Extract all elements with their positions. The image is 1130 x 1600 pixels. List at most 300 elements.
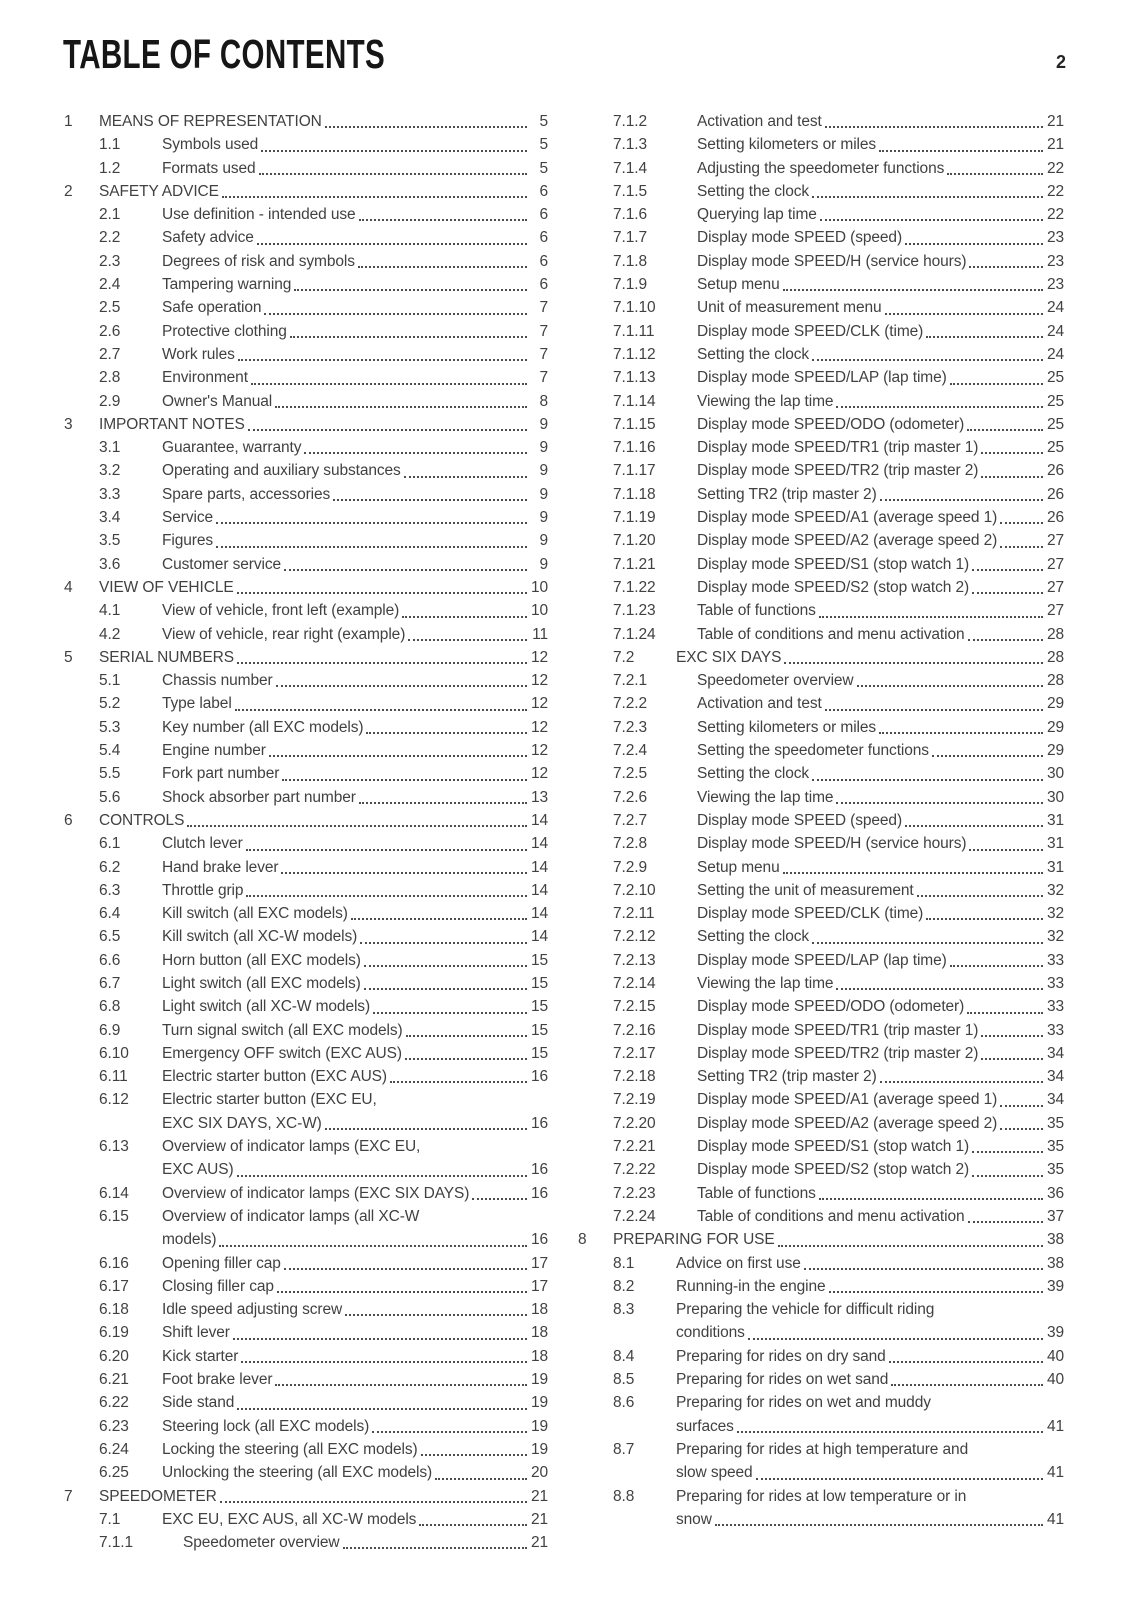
dot-leader [783,872,1043,874]
toc-entry-body [697,413,1064,436]
toc-entry-body [697,599,1064,622]
toc-entry-title: Overview of indicator lamps (EXC EU, [162,1138,421,1156]
toc-entry-title: CONTROLS [99,811,185,829]
dot-leader [246,849,527,851]
toc-entry-body [162,250,548,273]
toc-entry-number: 7.1.17 [613,462,656,480]
toc-entry-title: Setting the unit of measurement [697,881,914,899]
toc-entry-page: 24 [1046,322,1064,340]
toc-entry-number: 6.5 [99,928,121,946]
toc-entry-number: 7.2.1 [613,672,647,690]
toc-entry [64,832,548,855]
toc-entry-body [613,1228,1064,1251]
toc-entry-body [162,856,548,879]
toc-entry-line [162,949,548,972]
toc-entry-body [162,1182,548,1205]
dot-leader [290,336,527,338]
dot-leader [932,755,1043,757]
toc-entry-body [697,1158,1064,1181]
toc-entry-page: 6 [539,206,548,224]
toc-entry-page: 6 [539,276,548,294]
toc-entry-page: 13 [530,788,548,806]
toc-entry-body [99,110,548,133]
dot-leader [264,313,527,315]
toc-entry-page: 7 [539,345,548,363]
toc-entry-page: 33 [1046,974,1064,992]
dot-leader [950,383,1043,385]
toc-entry-title: Setting the clock [697,182,810,200]
toc-entry-number: 5.4 [99,742,121,760]
toc-entry-line [162,250,548,273]
toc-entry-body [697,809,1064,832]
toc-entry [64,320,548,343]
toc-entry [64,1065,548,1088]
toc-entry-line [99,413,548,436]
toc-entry [64,762,548,785]
dot-leader [784,662,1043,664]
dot-leader [360,942,527,944]
toc-entry [64,459,548,482]
dot-leader [950,965,1043,967]
toc-entry [64,296,548,319]
toc-entry-title: Clutch lever [162,835,243,853]
toc-entry [64,1135,548,1182]
toc-entry-body [676,1298,1064,1345]
toc-entry-number: 6.10 [99,1044,129,1062]
toc-entry-number: 7.1.8 [613,252,647,270]
toc-entry-page: 9 [539,485,548,503]
toc-entry-line [99,646,548,669]
toc-entry [64,879,548,902]
toc-entry-title: Adjusting the speedometer functions [697,159,945,177]
toc-entry-page: 7 [539,322,548,340]
toc-entry-page: 16 [530,1184,548,1202]
toc-entry-page: 8 [539,392,548,410]
toc-entry-line [697,716,1064,739]
toc-entry-number: 4 [64,578,73,596]
toc-entry-body [697,180,1064,203]
toc-entry-page: 22 [1046,182,1064,200]
dot-leader [325,1128,527,1130]
toc-entry-number: 7.2.23 [613,1184,656,1202]
toc-entry-page: 24 [1046,345,1064,363]
toc-entry-number: 7.1.1 [99,1534,133,1552]
toc-entry-number: 7.2.16 [613,1021,656,1039]
toc-entry [64,180,548,203]
toc-entry-title: Kill switch (all EXC models) [162,905,348,923]
dot-leader [926,918,1043,920]
toc-entry-number: 7.1.15 [613,415,656,433]
toc-entry [64,1088,548,1135]
toc-entry-number: 7.1.24 [613,625,656,643]
toc-entry-title: Display mode SPEED/A1 (average speed 1) [697,1091,998,1109]
toc-entry [578,250,1064,273]
dot-leader [715,1524,1043,1526]
toc-entry-body [162,1508,548,1531]
toc-entry-page: 18 [530,1347,548,1365]
toc-entry-line [162,716,548,739]
toc-entry-body [697,669,1064,692]
toc-entry-page: 9 [539,462,548,480]
toc-entry-number: 7.1.2 [613,113,647,130]
dot-leader [969,266,1042,268]
toc-entry [64,646,548,669]
toc-entry-line [697,1042,1064,1065]
toc-entry-title: Idle speed adjusting screw [162,1301,343,1319]
toc-entry [64,529,548,552]
dot-leader [836,406,1043,408]
dot-leader [889,1361,1043,1363]
toc-entry [578,1485,1064,1532]
dot-leader [333,499,527,501]
toc-entry-page: 12 [530,765,548,783]
toc-entry [64,786,548,809]
toc-entry-page: 15 [530,1044,548,1062]
toc-entry-number: 2.5 [99,299,121,317]
toc-entry-title: Setting the clock [697,765,810,783]
toc-entry-line [697,669,1064,692]
dot-leader [237,662,527,664]
toc-entry-number: 1 [64,113,73,130]
toc-entry-title: Figures [162,532,213,550]
toc-entry [578,995,1064,1018]
dot-leader [233,1338,527,1340]
toc-entry-title: Overview of indicator lamps (EXC SIX DAYS) [162,1184,470,1202]
toc-entry-page: 34 [1046,1044,1064,1062]
toc-entry-body [162,133,548,156]
toc-entry-body [697,879,1064,902]
toc-entry-line [676,646,1064,669]
toc-entry [64,1485,548,1508]
toc-entry-body [697,250,1064,273]
page-number: 2 [1055,52,1066,72]
toc-entry-number: 7.1.3 [613,136,647,154]
toc-entry-number: 7.1.18 [613,485,656,503]
toc-entry [64,692,548,715]
toc-entry-line [162,1042,548,1065]
dot-leader [276,685,527,687]
toc-entry-body [697,529,1064,552]
toc-entry-line [697,157,1064,180]
toc-entry-title: Type label [162,695,232,713]
toc-entry-line [162,506,548,529]
toc-entry-title: Environment [162,369,248,387]
toc-entry-number: 7.1.14 [613,392,656,410]
dot-leader [981,452,1043,454]
toc-entry-body [162,1042,548,1065]
toc-entry [578,320,1064,343]
toc-entry-page: 14 [530,811,548,829]
toc-entry-line [162,343,548,366]
dot-leader [885,313,1043,315]
toc-entry-page: 21 [530,1487,548,1505]
toc-entry-body [162,786,548,809]
toc-entry-body [162,692,548,715]
toc-entry-page: 15 [530,951,548,969]
toc-entry-title: EXC SIX DAYS [676,648,782,666]
dot-leader [220,1501,527,1503]
toc-entry-body [162,599,548,622]
toc-entry-page: 32 [1046,881,1064,899]
toc-entry-body [697,273,1064,296]
toc-entry-number: 7.1.16 [613,439,656,457]
dot-leader [222,196,527,198]
toc-entry-title: Setting kilometers or miles [697,718,877,736]
toc-entry-number: 7.2.10 [613,881,656,899]
toc-entry [64,576,548,599]
toc-entry-title: snow [676,1510,712,1528]
toc-entry-number: 7.1.13 [613,369,656,387]
toc-entry-line [162,459,548,482]
toc-entry-body [697,366,1064,389]
toc-entry-line [697,273,1064,296]
toc-entry [64,856,548,879]
toc-entry-title: Unit of measurement menu [697,299,882,317]
toc-entry-number: 3.1 [99,439,121,457]
toc-entry [578,273,1064,296]
toc-entry-line [162,320,548,343]
toc-entry-number: 6.15 [99,1207,129,1225]
toc-entry [578,623,1064,646]
dot-leader [905,825,1043,827]
toc-entry-body [697,436,1064,459]
toc-entry-page: 9 [539,509,548,527]
toc-entry-page: 27 [1046,532,1064,550]
toc-entry-title: Display mode SPEED/S1 (stop watch 1) [697,555,970,573]
toc-entry-title: Display mode SPEED/TR2 (trip master 2) [697,1044,979,1062]
toc-entry-body [162,483,548,506]
toc-entry-number: 6.16 [99,1254,129,1272]
dot-leader [879,732,1043,734]
toc-entry [578,646,1064,669]
toc-entry-number: 8.3 [613,1301,635,1319]
toc-entry [578,1252,1064,1275]
toc-entry-number: 7.2.6 [613,788,647,806]
toc-entry-body [697,1112,1064,1135]
toc-entry-line [162,832,548,855]
toc-entry-title: Display mode SPEED (speed) [697,811,903,829]
dot-leader [1000,522,1043,524]
toc-entry-number: 4.2 [99,625,121,643]
dot-leader [216,522,527,524]
toc-entry-line [697,366,1064,389]
toc-entry-number: 8.2 [613,1277,635,1295]
toc-entry [578,1135,1064,1158]
toc-entry-page: 12 [530,648,548,666]
dot-leader [812,359,1043,361]
toc-entry [64,669,548,692]
dot-leader [359,219,527,221]
toc-entry [578,1391,1064,1438]
dot-leader [969,849,1042,851]
toc-entry-number: 8.1 [613,1254,635,1272]
toc-entry-body [697,390,1064,413]
toc-entry-line [697,995,1064,1018]
toc-entry-title: Service [162,509,213,527]
toc-entry-number: 6.11 [99,1068,128,1086]
toc-entry-line [613,1228,1064,1251]
dot-leader [981,476,1043,478]
toc-entry-page: 15 [530,974,548,992]
toc-entry [578,786,1064,809]
toc-entry-title: Running-in the engine [676,1277,826,1295]
toc-entry-body [697,739,1064,762]
toc-entry-body [162,1415,548,1438]
toc-entry-line [697,1205,1064,1228]
toc-entry [578,180,1064,203]
toc-entry-line [697,879,1064,902]
toc-entry-body [697,343,1064,366]
toc-entry-title: Table of conditions and menu activation [697,1207,965,1225]
toc-entry-body [697,1019,1064,1042]
toc-entry-line [99,576,548,599]
toc-entry-line [162,226,548,249]
toc-entry-body [162,902,548,925]
toc-entry-line [162,1321,548,1344]
toc-entry-title: Display mode SPEED/S2 (stop watch 2) [697,578,970,596]
toc-entry-title: Guarantee, warranty [162,439,302,457]
toc-entry-body [162,1088,548,1135]
toc-entry-page: 19 [530,1440,548,1458]
toc-entry-line [99,1485,548,1508]
toc-entry-line [697,296,1064,319]
toc-entry-number: 2.8 [99,369,121,387]
toc-entry-body [162,320,548,343]
toc-entry [578,1158,1064,1181]
toc-entry [578,1228,1064,1251]
toc-entry-title: Display mode SPEED/TR1 (trip master 1) [697,439,979,457]
toc-entry-line [162,1252,548,1275]
toc-entry-number: 7.2.22 [613,1161,656,1179]
toc-entry-body [162,762,548,785]
dot-leader [364,988,527,990]
dot-leader [804,1268,1043,1270]
toc-entry-line [676,1321,1064,1344]
toc-entry-body [162,1321,548,1344]
toc-entry-body [162,1205,548,1252]
toc-entry-line [697,506,1064,529]
toc-entry-page: 39 [1046,1277,1064,1295]
toc-entry [578,390,1064,413]
toc-entry-body [697,506,1064,529]
toc-entry-number: 2.4 [99,276,121,294]
toc-entry-title: Throttle grip [162,881,244,899]
toc-entry-title: IMPORTANT NOTES [99,415,245,433]
dot-leader [237,1408,527,1410]
toc-entry-line [99,809,548,832]
toc-entry-body [697,459,1064,482]
toc-entry-body [162,1461,548,1484]
toc-entry-number: 6.13 [99,1138,129,1156]
toc-entry-title: Display mode SPEED/LAP (lap time) [697,951,947,969]
toc-entry-body [697,1205,1064,1228]
toc-entry-number: 4.1 [99,602,121,620]
toc-entry-title: Setting the speedometer functions [697,742,929,760]
dot-leader [364,965,527,967]
toc-entry-page: 19 [530,1394,548,1412]
toc-entry [578,692,1064,715]
toc-entry-page: 26 [1046,509,1064,527]
toc-entry-body [676,1438,1064,1485]
dot-leader [241,1361,527,1363]
toc-entry [64,972,548,995]
toc-entry-line [697,692,1064,715]
dot-leader [880,499,1043,501]
toc-entry-page: 40 [1046,1371,1064,1389]
toc-entry-page: 11 [532,625,548,643]
toc-entry-line [162,1461,548,1484]
toc-entry-line [183,1531,548,1554]
toc-entry-page: 23 [1046,252,1064,270]
toc-entry-title: Electric starter button (EXC EU, [162,1091,377,1109]
toc-entry-body [676,1345,1064,1368]
toc-entry [578,716,1064,739]
toc-entry-title: Display mode SPEED/A2 (average speed 2) [697,532,998,550]
toc-entry-line [162,762,548,785]
toc-entry-number: 7 [64,1487,73,1505]
toc-entry-number: 7.2.15 [613,998,656,1016]
toc-entry [578,1088,1064,1111]
toc-entry-page: 9 [539,439,548,457]
toc-entry-number: 7.1.11 [613,322,655,340]
toc-entry-line [697,972,1064,995]
dot-leader [216,546,527,548]
toc-entry-number: 7.2.5 [613,765,647,783]
toc-entry-number: 6.24 [99,1440,129,1458]
toc-entry-title: Key number (all EXC models) [162,718,364,736]
toc-entry-title: surfaces [676,1417,734,1435]
toc-entry-line [162,972,548,995]
toc-entry-line [162,879,548,902]
dot-leader [435,1478,527,1480]
dot-leader [261,150,527,152]
toc-entry-page: 25 [1046,415,1064,433]
toc-entry-number: 6.23 [99,1417,129,1435]
toc-entry [64,623,548,646]
toc-entry-line [697,413,1064,436]
toc-entry [578,553,1064,576]
toc-entry-page: 7 [539,299,548,317]
toc-entry-title: Hand brake lever [162,858,279,876]
toc-entry [64,716,548,739]
dot-leader [351,918,527,920]
toc-entry-page: 36 [1046,1184,1064,1202]
toc-entry-number: 7.2.11 [613,905,655,923]
toc-entry-body [162,925,548,948]
dot-leader [325,126,527,128]
dot-leader [812,779,1043,781]
toc-entry-number: 7.1.12 [613,345,656,363]
dot-leader [284,569,527,571]
toc-entry-page: 17 [530,1277,548,1295]
toc-entry-title: Side stand [162,1394,235,1412]
toc-entry [578,203,1064,226]
toc-entry-page: 33 [1046,998,1064,1016]
toc-entry-title: Display mode SPEED/H (service hours) [697,835,967,853]
toc-entry-page: 10 [530,578,548,596]
dot-leader [825,709,1043,711]
toc-entry-number: 8.4 [613,1347,635,1365]
toc-entry-line [697,925,1064,948]
toc-entry-number: 7.1.23 [613,602,656,620]
toc-entry-body [99,180,548,203]
toc-entry-number: 7.2.24 [613,1207,656,1225]
toc-entry-line [697,343,1064,366]
toc-entry-title: Chassis number [162,672,273,690]
toc-entry-page: 27 [1046,578,1064,596]
toc-column-left [64,110,548,1554]
toc-entry [64,250,548,273]
